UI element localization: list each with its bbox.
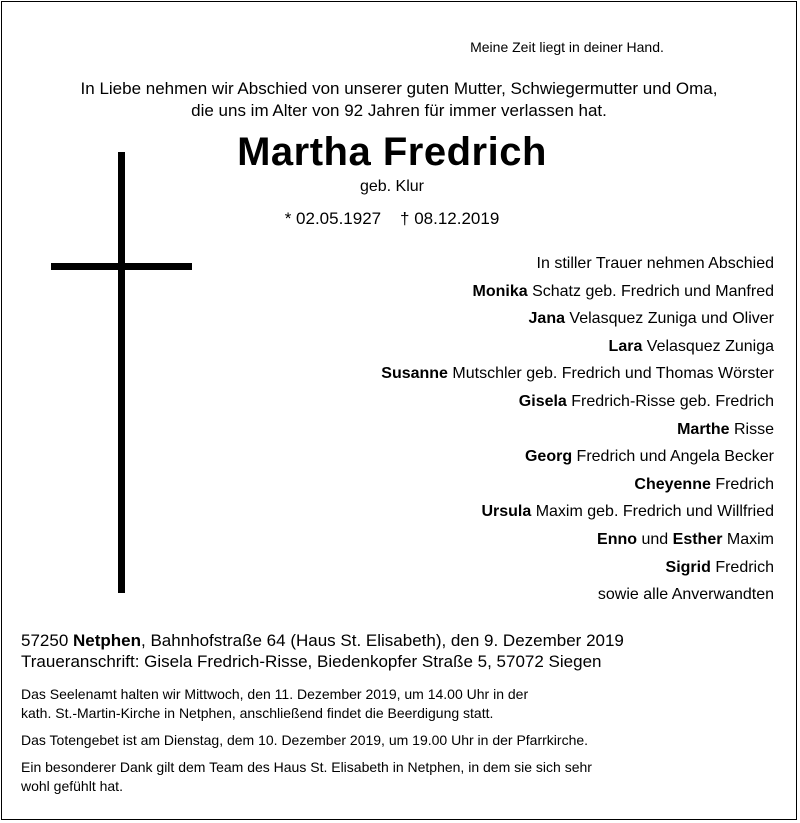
thanks-line-2: wohl gefühlt hat.: [21, 778, 123, 794]
thanks-note: [21, 758, 592, 796]
mourner-first-name: Lara: [608, 337, 643, 355]
mourner-row: [381, 585, 774, 613]
mourner-first-name: Jana: [528, 310, 565, 328]
mourning-address: Traueranschrift: Gisela Fredrich-Risse, Biedenkopfer Straße 5, 57072 Siegen: [21, 652, 602, 671]
mourner-rows: [381, 282, 774, 613]
mourner-detail: Velasquez Zuniga und Oliver: [564, 310, 774, 328]
mourner-detail: sowie alle Anverwandten: [597, 586, 774, 604]
motto-text: Meine Zeit liegt in deiner Hand.: [470, 39, 664, 55]
mourner-first-name: Ursula: [481, 503, 532, 521]
cross-icon: [118, 152, 125, 593]
mourner-first-name: Esther: [672, 530, 723, 548]
mourner-detail: Maxim geb. Fredrich und Willfried: [531, 503, 774, 521]
mourner-first-name: Enno: [597, 530, 638, 548]
mourner-detail: Schatz geb. Fredrich und Manfred: [527, 282, 774, 300]
intro-line-1: In Liebe nehmen wir Abschied von unserer guten Mutter, Schwiegermutter und Oma,: [80, 79, 718, 98]
mourner-row: [381, 392, 774, 420]
birth-date: * 02.05.1927: [284, 209, 382, 228]
mourner-first-name: Monika: [472, 282, 528, 300]
requiem-note: [21, 685, 592, 723]
mourner-row: [381, 475, 774, 503]
motto: [2, 39, 797, 55]
mourner-row: [381, 337, 774, 365]
thanks-line-1: Ein besonderer Dank gilt dem Team des Haus St. Elisabeth in Netphen, in dem sie sich sehr: [21, 759, 592, 775]
mourner-row: [381, 282, 774, 310]
mourner-row: [381, 420, 774, 448]
prayer-note: Das Totengebet ist am Dienstag, dem 10. Dezember 2019, um 19.00 Uhr in der Pfarrkirche.: [21, 732, 589, 748]
mourner-detail: Fredrich: [710, 558, 774, 576]
mourners-heading: In stiller Trauer nehmen Abschied: [536, 255, 774, 272]
address-block: [21, 630, 624, 672]
mourner-detail: Risse: [729, 420, 774, 438]
obituary-notice: [1, 1, 797, 820]
death-date: † 08.12.2019: [400, 209, 500, 228]
requiem-line-1: Das Seelenamt halten wir Mittwoch, den 11. Dezember 2019, um 14.00 Uhr in der: [21, 686, 529, 702]
place-date-line: [21, 630, 624, 651]
deceased-name: Martha Fredrich: [237, 130, 547, 174]
mourner-row: [381, 530, 774, 558]
mourner-first-name: Marthe: [677, 420, 730, 438]
mourner-row: [381, 558, 774, 586]
postcode: 57250: [21, 631, 73, 650]
notes: [21, 685, 592, 804]
mourner-first-name: Gisela: [518, 392, 567, 410]
mourner-detail: Mutschler geb. Fredrich und Thomas Wörster: [447, 365, 774, 383]
intro-line-2: die uns im Alter von 92 Jahren für immer verlassen hat.: [191, 101, 607, 120]
mourner-detail: Fredrich-Risse geb. Fredrich: [566, 392, 774, 410]
mourners-list: [381, 254, 774, 613]
mourner-detail: Velasquez Zuniga: [642, 337, 774, 355]
mourner-row: [381, 309, 774, 337]
mourner-first-name: Susanne: [381, 365, 448, 383]
mourner-detail: Fredrich und Angela Becker: [572, 448, 774, 466]
town: Netphen: [73, 631, 141, 650]
mourner-first-name: Cheyenne: [634, 475, 711, 493]
birth-name: geb. Klur: [359, 178, 425, 195]
intro-text: [2, 78, 796, 122]
mourner-detail: Fredrich: [710, 475, 774, 493]
mourner-first-name: Sigrid: [665, 558, 711, 576]
mourner-row: [381, 364, 774, 392]
place-date-rest: , Bahnhofstraße 64 (Haus St. Elisabeth), den 9. Dezember 2019: [141, 631, 624, 650]
mourner-first-name: Georg: [524, 448, 573, 466]
requiem-line-2: kath. St.-Martin-Kirche in Netphen, anschließend findet die Beerdigung statt.: [21, 705, 494, 721]
mourner-detail: Maxim: [722, 530, 774, 548]
cross-icon-crossbar: [51, 263, 192, 270]
mourner-detail: und: [637, 530, 673, 548]
mourner-row: [381, 502, 774, 530]
mourner-row: [381, 447, 774, 475]
